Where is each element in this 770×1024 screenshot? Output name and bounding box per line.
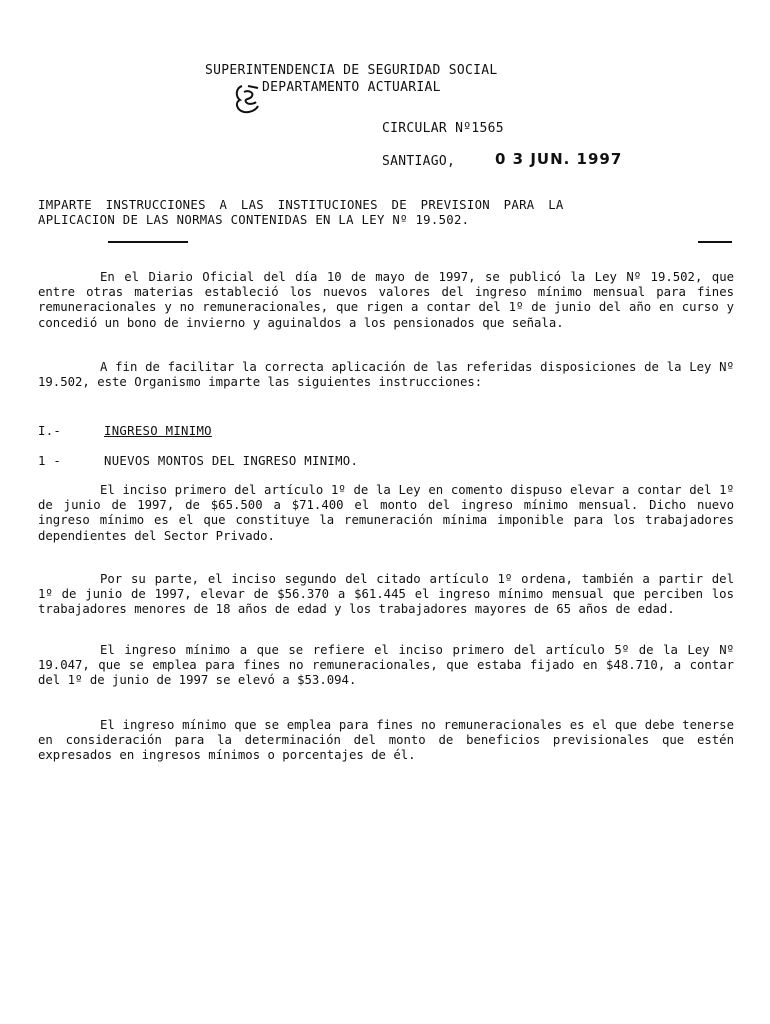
city-label: SANTIAGO,	[382, 154, 456, 169]
paragraph-2-text: A fin de facilitar la correcta aplicación de las referidas disposiciones de la Ley Nº 19.502, este Organismo imparte las siguientes instrucciones:	[38, 360, 734, 390]
paragraph-3	[38, 483, 734, 544]
subject-rule-left	[108, 241, 188, 243]
subsection-title: NUEVOS MONTOS DEL INGRESO MINIMO.	[104, 454, 359, 468]
paragraph-6	[38, 718, 734, 764]
paragraph-5	[38, 643, 734, 689]
paragraph-4	[38, 572, 734, 618]
section-title: INGRESO MINIMO	[104, 424, 212, 438]
section-number: I.-	[38, 424, 62, 438]
paragraph-1	[38, 270, 734, 331]
org-name: SUPERINTENDENCIA DE SEGURIDAD SOCIAL	[205, 63, 498, 78]
institution-seal-icon	[232, 82, 266, 116]
department-name: DEPARTAMENTO ACTUARIAL	[262, 80, 441, 95]
paragraph-3-text: El inciso primero del artículo 1º de la Ley en comento dispuso elevar a contar del 1º de junio de 1997, de $65.500 a $71.400 el monto del ingreso mínimo mensual. Dicho nuevo ingreso mínimo es el que constituye la remuneración mínima imponible para los trabajadores dependientes del Sector Privado.	[38, 483, 734, 543]
paragraph-5-text: El ingreso mínimo a que se refiere el inciso primero del artículo 5º de la Ley Nº 19.047, que se emplea para fines no remuneracionales, que estaba fijado en $48.710, a contar del 1º de junio de 1997 se elevó a $53.094.	[38, 643, 734, 688]
paragraph-2	[38, 360, 734, 390]
date-stamp: 0 3 JUN. 1997	[495, 150, 623, 168]
paragraph-6-text: El ingreso mínimo que se emplea para fines no remuneracionales es el que debe tenerse en consideración para la determinación del monto de beneficios previsionales que estén expresados en ingresos mínimos o porcentajes de él.	[38, 718, 734, 763]
paragraph-4-text: Por su parte, el inciso segundo del citado artículo 1º ordena, también a partir del 1º de junio de 1997, elevar de $56.370 a $61.445 el ingreso mínimo mensual que perciben los trabajadores menores de 18 años de edad y los trabajadores mayores de 65 años de edad.	[38, 572, 734, 617]
subject-line-1: IMPARTE INSTRUCCIONES A LAS INSTITUCIONES DE PREVISION PARA LA	[38, 198, 564, 212]
subject-rule-right	[698, 241, 732, 243]
paragraph-1-text: En el Diario Oficial del día 10 de mayo de 1997, se publicó la Ley Nº 19.502, que entre otras materias estableció los nuevos valores del ingreso mínimo mensual para fines remuneracionales y no remuneracionales, que rigen a contar del 1º de junio del año en curso y concedió un bono de invierno y aguinaldos a los pensionados que señala.	[38, 270, 734, 330]
subsection-number: 1 -	[38, 454, 62, 468]
circular-number: CIRCULAR Nº1565	[382, 121, 504, 136]
subject-line-2: APLICACION DE LAS NORMAS CONTENIDAS EN LA LEY Nº 19.502.	[38, 213, 470, 227]
